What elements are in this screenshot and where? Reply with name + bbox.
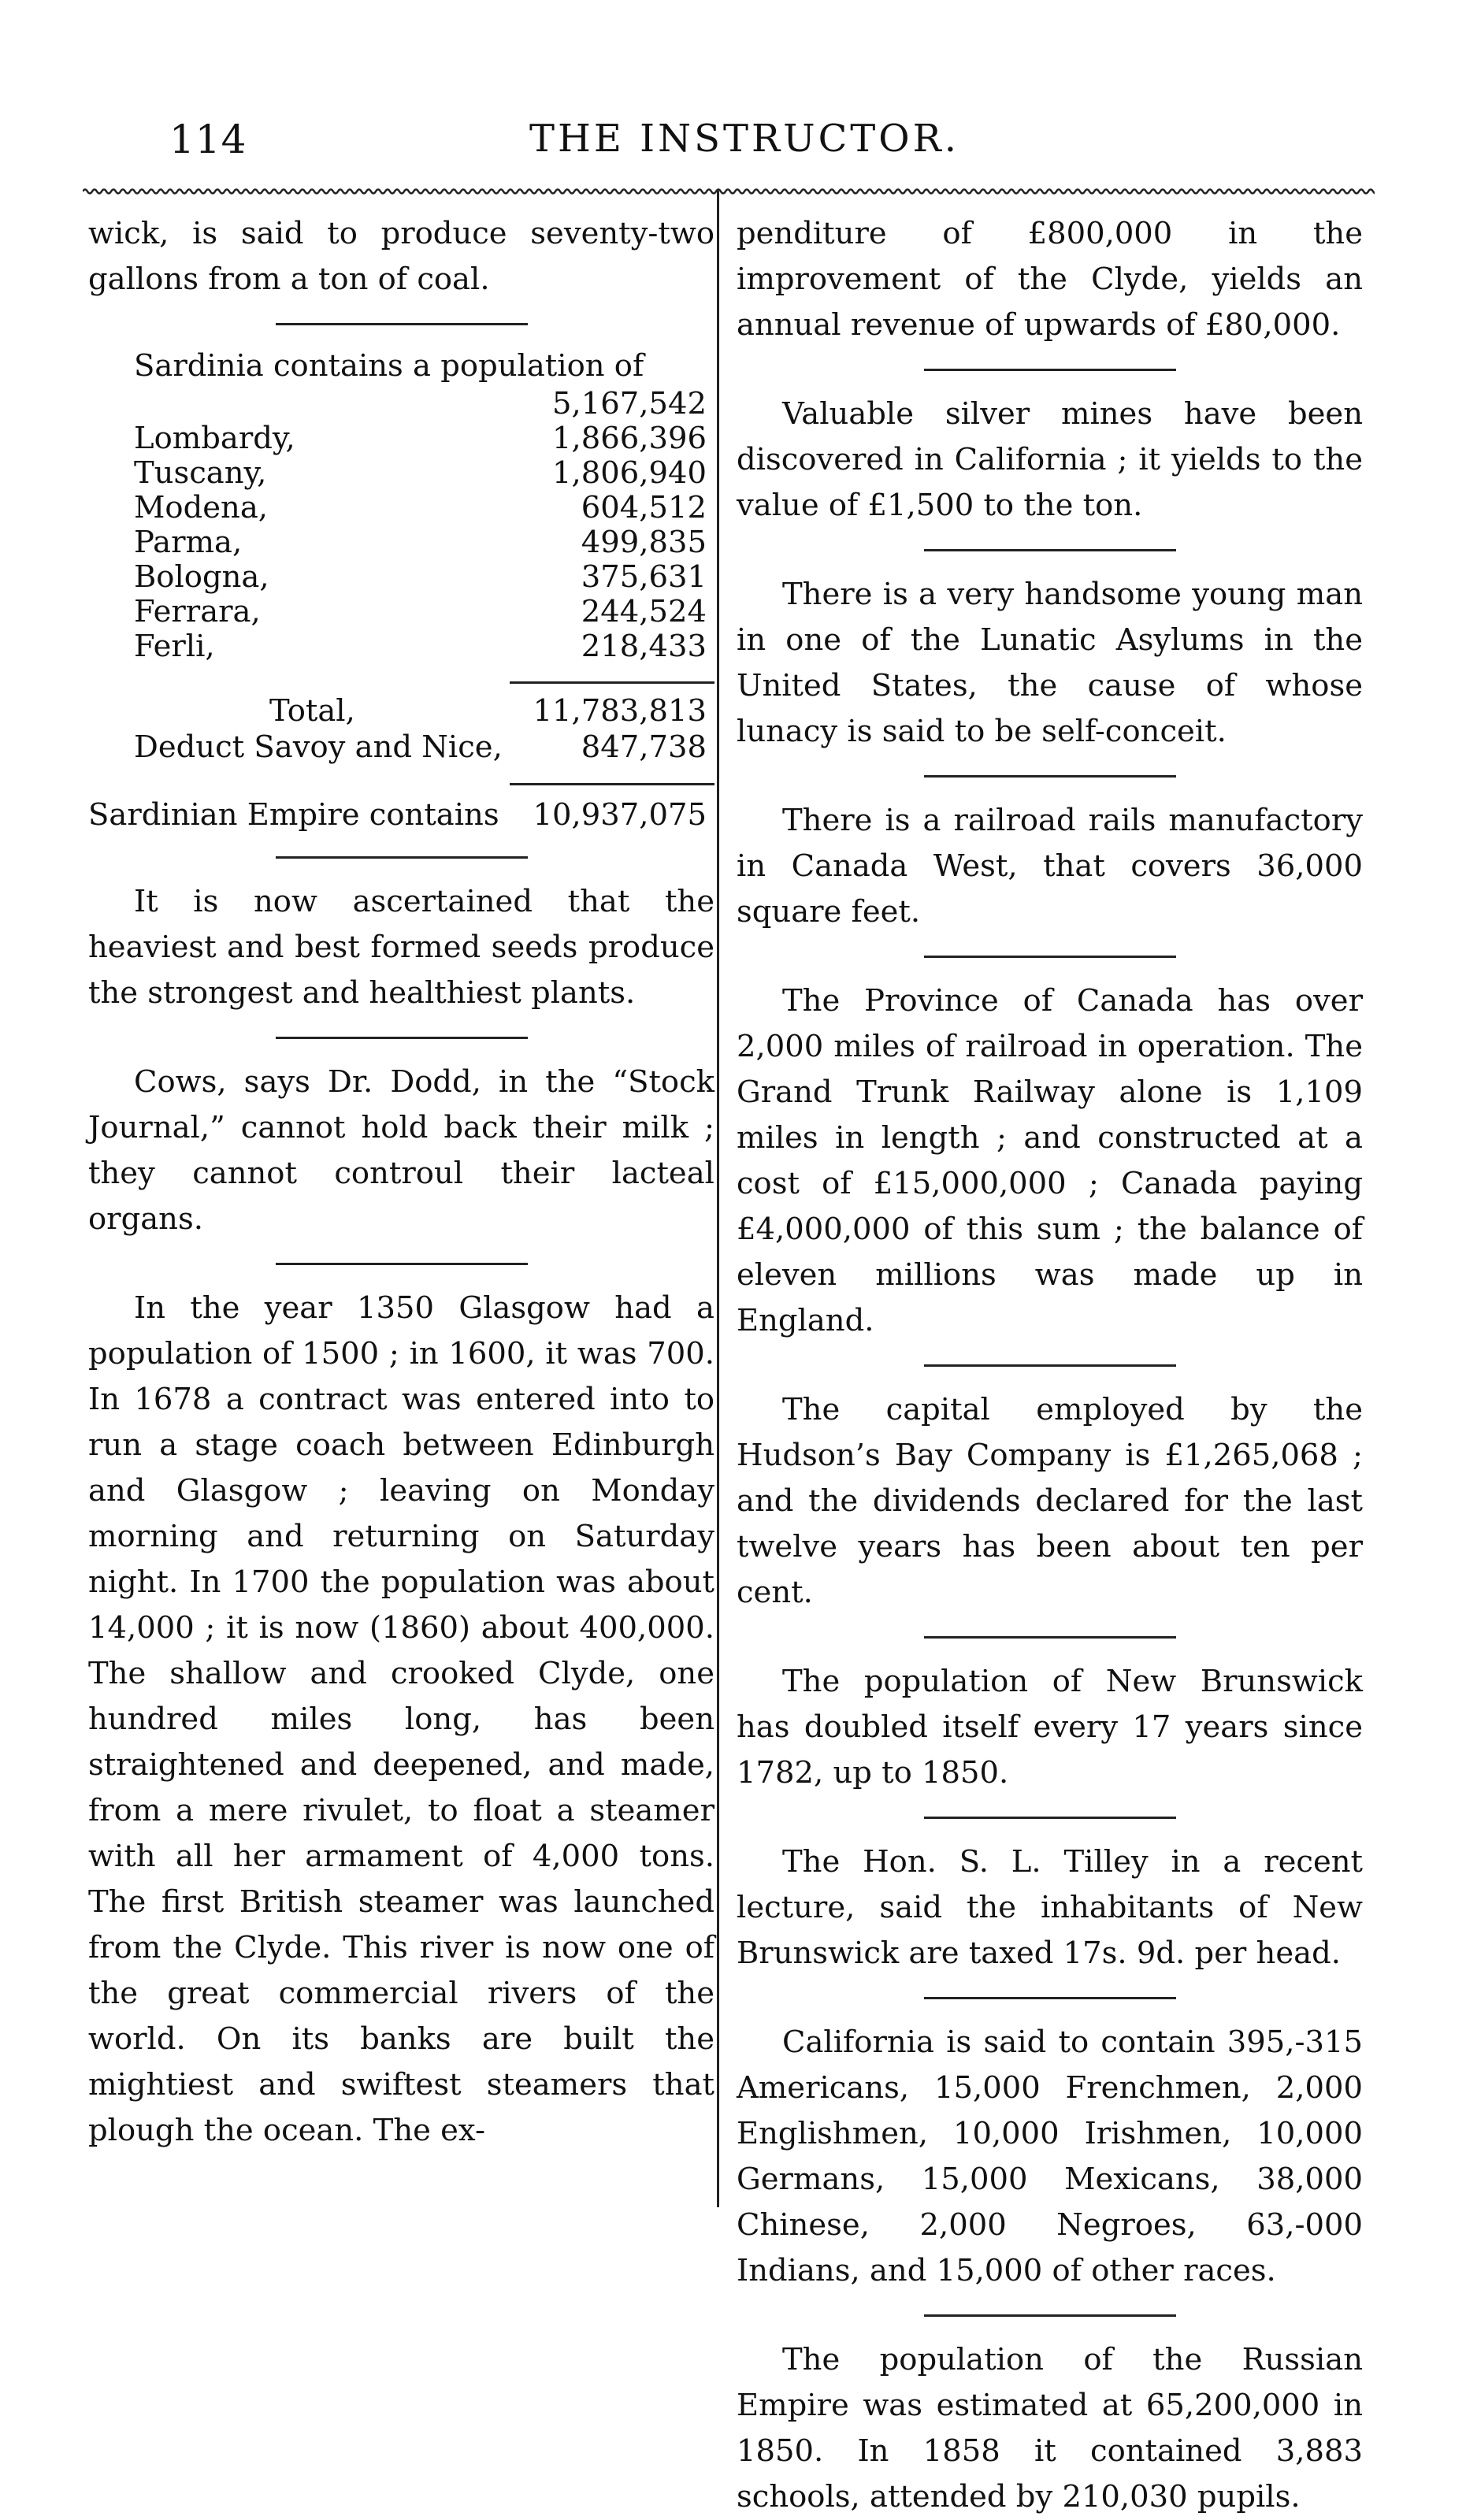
section-rule xyxy=(924,369,1176,371)
deduct-row xyxy=(88,729,714,766)
wavy-rule xyxy=(83,186,1375,197)
paragraph-canada: The Province of Canada has over 2,000 miles of railroad in operation. The Grand Trunk Railway alone is 1,109 miles in length ; and constructed at a cost of £15,000,000 ; Canada paying £4,000,000 of this sum ; the balance of eleven millions was made up in England. xyxy=(737,983,1363,1338)
paragraph-railroad: There is a railroad rails manufactory in Canada West, that covers 36,000 square feet. xyxy=(737,803,1363,930)
paragraph-california-mines: Valuable silver mines have been discovered in California ; it yields to the value of £1,500 to the ton. xyxy=(737,396,1363,523)
running-title: THE INSTRUCTOR. xyxy=(529,117,960,161)
paragraph-russia: The population of the Russian Empire was estimated at 65,200,000 in 1850. In 1858 it contained 3,883 schools, attended by 210,030 pupils. xyxy=(737,2342,1363,2514)
total-row xyxy=(88,693,714,729)
section-rule xyxy=(924,956,1176,958)
table-row xyxy=(88,421,714,456)
paragraph-seeds: It is now ascertained that the heaviest and best formed seeds produce the strongest and healthiest plants. xyxy=(88,884,714,1011)
section-rule xyxy=(276,1037,528,1039)
paragraph-glasgow: In the year 1350 Glasgow had a population of 1500 ; in 1600, it was 700. In 1678 a contract was entered into to run a stage coach between Edinburgh and Glasgow ; leaving on Monday morning and returning on Saturday night. In 1700 the population was about 14,000 ; it is now (1860) about 400,000. The shallow and crooked Clyde, one hundred miles long, has been straightened and deepened, and made, from a mere rivulet, to float a steamer with all her armament of 4,000 tons. The first British steamer was launched from the Clyde. This river is now one of the great commercial rivers of the world. On its banks are built the mightiest and swiftest steamers that plough the ocean. The ex- xyxy=(88,1290,714,2148)
empire-value: 10,937,075 xyxy=(533,797,707,833)
left-column xyxy=(88,211,714,2154)
deduct-value: 847,738 xyxy=(581,729,707,765)
section-rule xyxy=(276,856,528,859)
paragraph-new-brunswick: The population of New Brunswick has doubled itself every 17 years since 1782, up to 1850. xyxy=(737,1664,1363,1791)
section-rule xyxy=(924,1636,1176,1639)
region-name: Parma, xyxy=(134,525,243,560)
region-name: Modena, xyxy=(134,490,269,525)
section-rule xyxy=(276,1263,528,1265)
region-name: Lombardy, xyxy=(134,421,295,456)
region-name: Tuscany, xyxy=(134,455,267,491)
total-label: Total, xyxy=(269,693,355,729)
region-value: 1,806,940 xyxy=(552,455,707,491)
section-rule xyxy=(924,2314,1176,2317)
empire-label: Sardinian Empire contains xyxy=(88,797,499,833)
paragraph-california-population: California is said to contain 395,-315 Americans, 15,000 Frenchmen, 2,000 Englishmen, 10,000 Irishmen, 10,000 Germans, 15,000 Mexicans, 38,000 Chinese, 2,000 Negroes, 63,-000 Indians, and 15,000 of other races. xyxy=(737,2025,1363,2288)
paragraph-lunatic: There is a very handsome young man in one of the Lunatic Asylums in the United States, the cause of whose lunacy is said to be self-conceit. xyxy=(737,577,1363,749)
region-name: Bologna, xyxy=(134,559,269,595)
page-header xyxy=(169,117,1319,172)
paragraph-cows: Cows, says Dr. Dodd, in the “Stock Journal,” cannot hold back their milk ; they cannot controul their lacteal organs. xyxy=(88,1064,714,1237)
paragraph-hudson: The capital employed by the Hudson’s Bay Company is £1,265,068 ; and the dividends declared for the last twelve years has been about ten per cent. xyxy=(737,1392,1363,1610)
page-number: 114 xyxy=(169,117,247,162)
deduct-label: Deduct Savoy and Nice, xyxy=(134,729,503,765)
paragraph-tilley: The Hon. S. L. Tilley in a recent lecture, said the inhabitants of New Brunswick are taxed 17s. 9d. per head. xyxy=(737,1844,1363,1971)
paragraph-coal: wick, is said to produce seventy-two gallons from a ton of coal. xyxy=(88,216,714,297)
section-rule xyxy=(924,549,1176,551)
table-row xyxy=(88,456,714,491)
region-value: 1,866,396 xyxy=(552,421,707,456)
table-row xyxy=(88,629,714,664)
section-rule xyxy=(924,1817,1176,1819)
section-rule xyxy=(276,323,528,325)
region-value: 375,631 xyxy=(581,559,707,595)
total-rule xyxy=(510,783,714,785)
region-name: Ferrara, xyxy=(134,594,261,629)
table-row xyxy=(88,491,714,525)
total-value: 11,783,813 xyxy=(533,693,707,729)
sardinia-population-table xyxy=(88,346,714,836)
sardinia-first-value: 5,167,542 xyxy=(552,386,707,421)
region-value: 244,524 xyxy=(581,594,707,629)
region-value: 604,512 xyxy=(581,490,707,525)
empire-row xyxy=(88,795,714,836)
right-column xyxy=(737,211,1363,2520)
table-row xyxy=(88,595,714,629)
section-rule xyxy=(924,1364,1176,1367)
total-rule xyxy=(510,681,714,684)
table-row xyxy=(88,560,714,595)
table-row xyxy=(88,525,714,560)
sardinia-intro: Sardinia contains a population of xyxy=(134,348,644,384)
column-divider xyxy=(717,191,719,2207)
region-value: 218,433 xyxy=(581,629,707,664)
region-value: 499,835 xyxy=(581,525,707,560)
region-name: Ferli, xyxy=(134,629,215,664)
section-rule xyxy=(924,1997,1176,1999)
section-rule xyxy=(924,775,1176,778)
paragraph-clyde: penditure of £800,000 in the improvement of the Clyde, yields an annual revenue of upwards of £80,000. xyxy=(737,216,1363,343)
